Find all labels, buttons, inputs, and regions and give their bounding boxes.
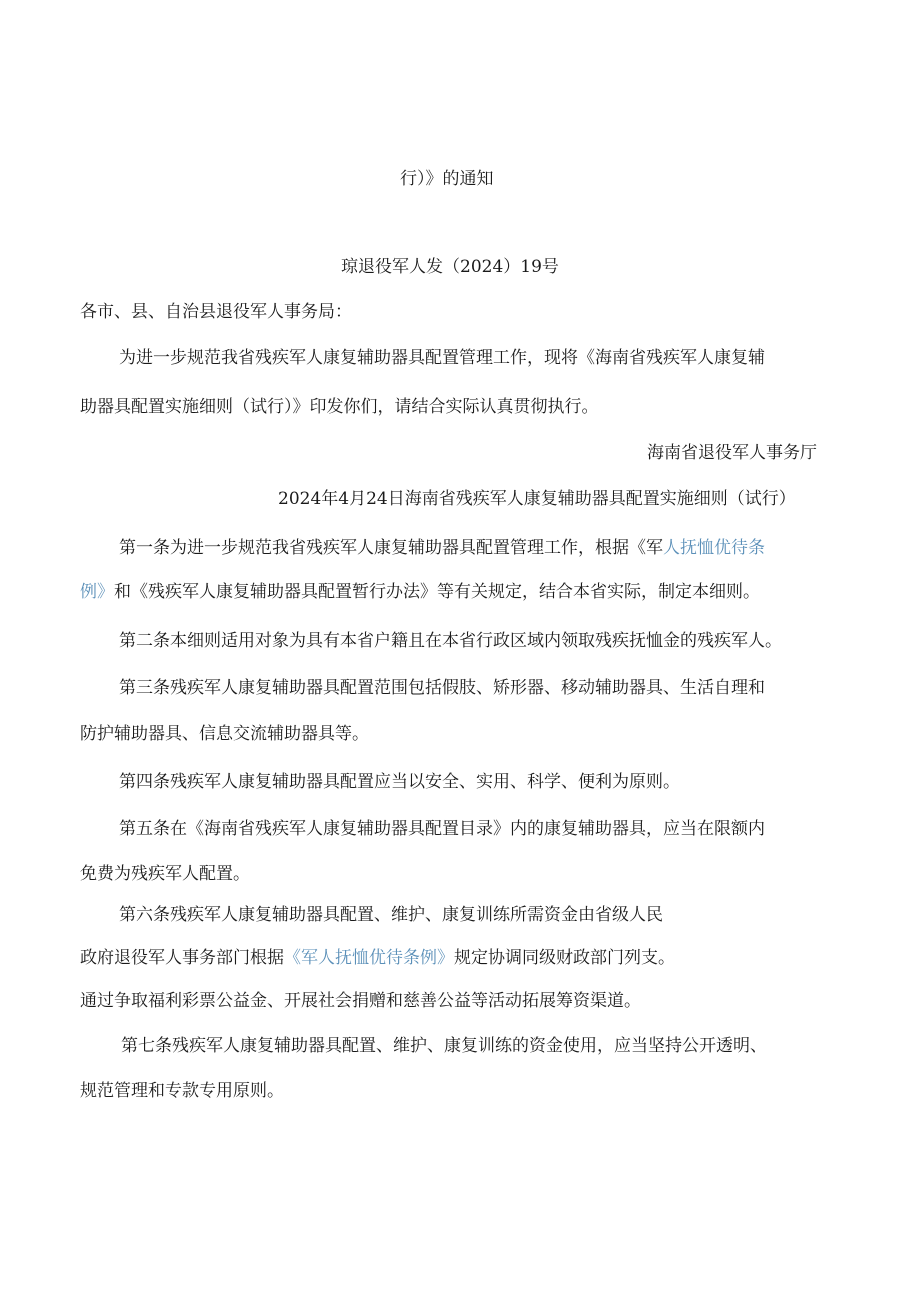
issuer: 海南省退役军人事务厅	[647, 443, 817, 463]
article-1-line-1	[119, 536, 765, 560]
military-pension-regulation-link[interactable]: 人抚恤优待条	[663, 538, 765, 558]
article-7-line-1: 第七条残疾军人康复辅助器具配置、维护、康复训练的资金使用，应当坚持公开透明、	[121, 1036, 767, 1056]
military-pension-regulation-link-2[interactable]: 《军人抚恤优待条例》	[284, 948, 454, 968]
article-1-text: 第一条为进一步规范我省残疾军人康复辅助器具配置管理工作，根据《军	[119, 538, 663, 558]
article-5-line-2: 免费为残疾军人配置。	[80, 864, 250, 884]
title-tail: 行）》的通知	[400, 169, 494, 189]
article-6-line-3: 通过争取福利彩票公益金、开展社会捐赠和慈善公益等活动拓展筹资渠道。	[80, 991, 641, 1011]
article-6-text-cont: 规定协调同级财政部门列支。	[454, 948, 675, 968]
intro-paragraph-line-1: 为进一步规范我省残疾军人康复辅助器具配置管理工作，现将《海南省残疾军人康复辅	[119, 348, 765, 368]
intro-paragraph-line-2: 助器具配置实施细则（试行）》印发你们，请结合实际认真贯彻执行。	[80, 397, 599, 417]
article-2: 第二条本细则适用对象为具有本省户籍且在本省行政区域内领取残疾抚恤金的残疾军人。	[119, 631, 782, 651]
article-6-line-1: 第六条残疾军人康复辅助器具配置、维护、康复训练所需资金由省级人民	[119, 905, 663, 925]
addressee: 各市、县、自治县退役军人事务局：	[80, 302, 352, 322]
date-and-rules-title: 2024年4月24日海南省残疾军人康复辅助器具配置实施细则（试行）	[278, 489, 796, 509]
article-4: 第四条残疾军人康复辅助器具配置应当以安全、实用、科学、便利为原则。	[119, 772, 680, 792]
document-number: 琼退役军人发（2024）19号	[341, 257, 559, 277]
article-6-text: 政府退役军人事务部门根据	[80, 948, 284, 968]
article-3-line-1: 第三条残疾军人康复辅助器具配置范围包括假肢、矫形器、移动辅助器具、生活自理和	[119, 678, 765, 698]
article-1-line-2	[80, 580, 760, 604]
article-5-line-1: 第五条在《海南省残疾军人康复辅助器具配置目录》内的康复辅助器具，应当在限额内	[119, 819, 765, 839]
article-3-line-2: 防护辅助器具、信息交流辅助器具等。	[80, 724, 369, 744]
article-7-line-2: 规范管理和专款专用原则。	[80, 1081, 284, 1101]
military-pension-regulation-link-cont[interactable]: 例》	[80, 582, 114, 602]
article-6-line-2	[80, 946, 675, 970]
article-1-text-cont: 和《残疾军人康复辅助器具配置暂行办法》等有关规定，结合本省实际，制定本细则。	[114, 582, 760, 602]
